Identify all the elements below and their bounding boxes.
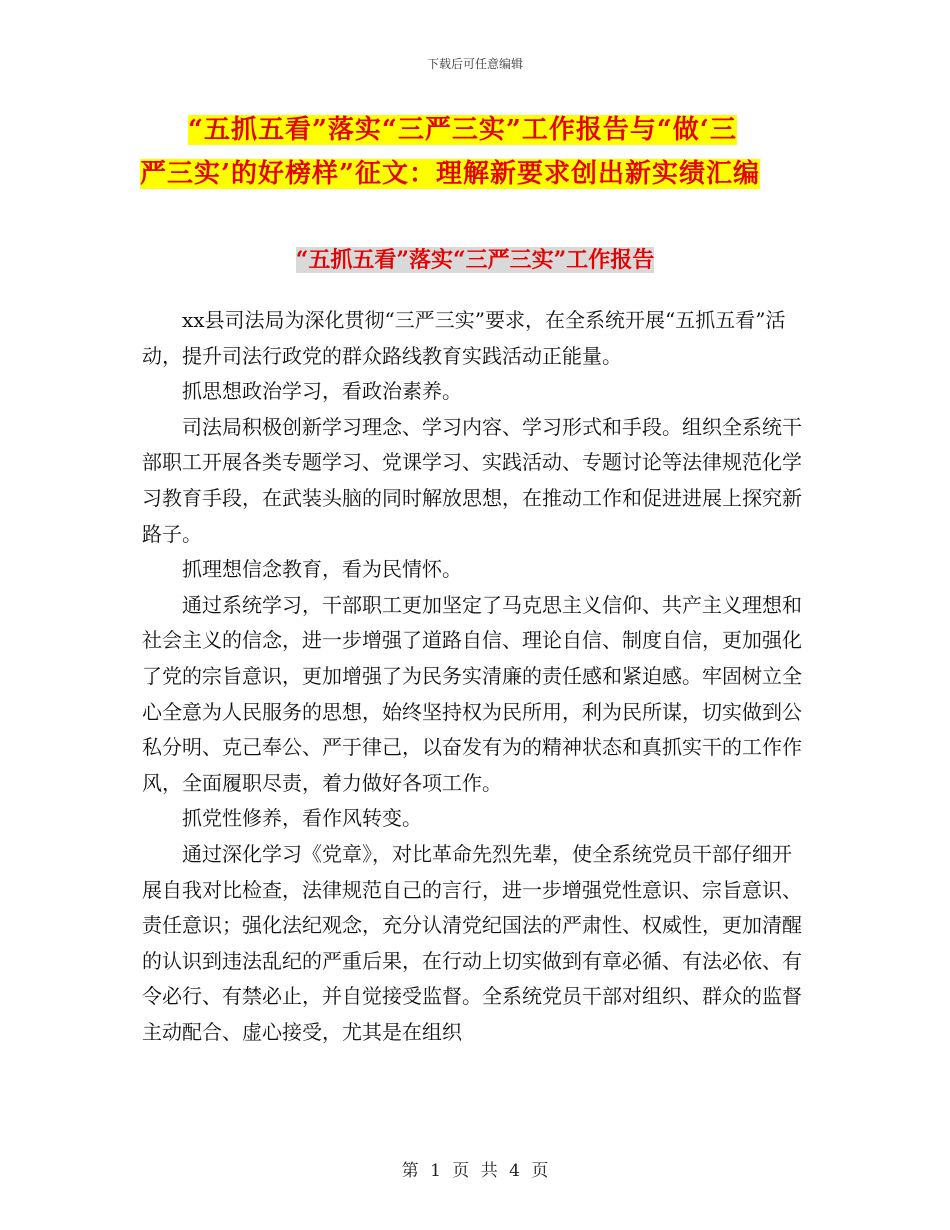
document-title-line-2: [140, 152, 820, 196]
title-line-2-text: 严三实’的好榜样”征文：理解新要求创出新实绩汇编: [140, 159, 761, 189]
document-title-line-1: [140, 108, 820, 152]
section-title: [0, 243, 950, 277]
paragraph-intro: xx县司法局为深化贯彻“三严三实”要求，在全系统开展“五抓五看”活动，提升司法行政党的群众路线教育实践活动正能量。: [142, 308, 786, 368]
paragraph-heading-political-study: 抓思想政治学习，看政治素养。: [182, 379, 462, 404]
page-number: 第 1 页 共 4 页: [401, 1161, 549, 1181]
document-title: [140, 108, 820, 196]
section-title-text: “五抓五看”落实“三严三实”工作报告: [295, 247, 655, 273]
paragraph-heading-party-spirit: 抓党性修养，看作风转变。: [182, 806, 422, 831]
body-text: [142, 303, 802, 1050]
paragraph-party-spirit: 通过深化学习《党章》，对比革命先烈先辈，使全系统党员干部仔细开展自我对比检查，法律规范自己的言行，进一步增强党性意识、宗旨意识、责任意识；强化法纪观念，充分认清党纪国法的严肃性、权威性，更加清醒的认识到违法乱纪的严重后果，在行动上切实做到有章必循、有法必依、有令必行、有禁必止，并自觉接受监督。全系统党员干部对组织、群众的监督主动配合、虚心接受，尤其是在组织: [142, 841, 802, 1044]
paragraph-ideals-education: 通过系统学习，干部职工更加坚定了马克思主义信仰、共产主义理想和社会主义的信念，进一步增强了道路自信、理论自信、制度自信，更加强化了党的宗旨意识，更加增强了为民务实清廉的责任感和紧迫感。牢固树立全心全意为人民服务的思想，始终坚持权为民所用，利为民所谋，切实做到公私分明、克己奉公、严于律己，以奋发有为的精神状态和真抓实干的工作作风，全面履职尽责，着力做好各项工作。: [142, 592, 802, 795]
page-header-note: 下载后可任意编辑: [426, 57, 523, 71]
title-line-1-text: “五抓五看”落实“三严三实”工作报告与“做‘三: [188, 115, 737, 145]
paragraph-heading-ideals-education: 抓理想信念教育，看为民情怀。: [182, 557, 462, 582]
paragraph-political-study: 司法局积极创新学习理念、学习内容、学习形式和手段。组织全系统干部职工开展各类专题学习、党课学习、实践活动、专题讨论等法律规范化学习教育手段，在武装头脑的同时解放思想，在推动工作和促进进展上探究新路子。: [142, 414, 802, 546]
